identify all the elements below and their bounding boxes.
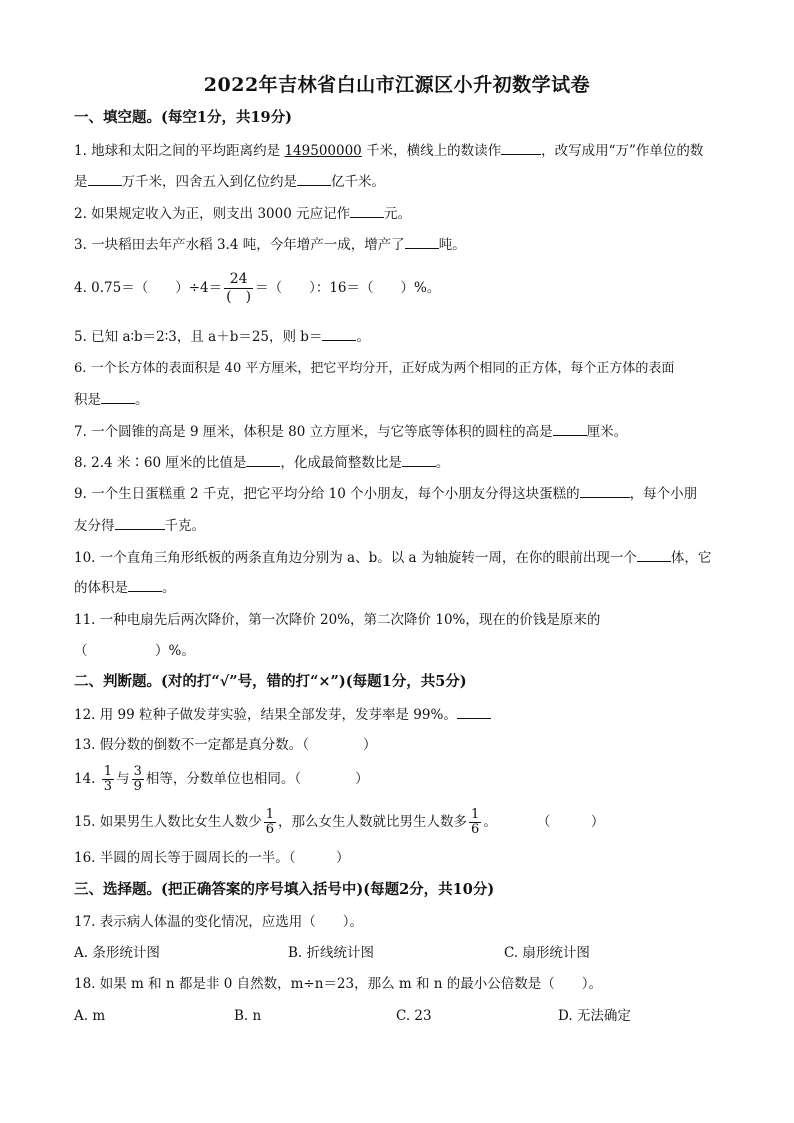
fraction-denominator: 9 — [133, 779, 142, 794]
question-14 — [74, 760, 369, 798]
q15-fraction-2 — [469, 808, 481, 837]
answer-blank[interactable] — [402, 453, 436, 467]
q18-option-d[interactable]: D. 无法确定 — [558, 1008, 631, 1024]
answer-blank[interactable] — [88, 172, 122, 186]
fraction-numerator: 3 — [133, 764, 142, 779]
q4-text-a: 4. 0.75＝（ ）÷4＝ — [74, 280, 223, 296]
question-1-line-1 — [74, 141, 703, 160]
q7-text-b: 厘米。 — [586, 424, 628, 440]
q14-text-a: 14. — [74, 771, 96, 787]
question-1-line-2 — [74, 172, 385, 191]
q1-text-a: 1. 地球和太阳之间的平均距离约是 — [74, 143, 285, 159]
question-16 — [74, 849, 350, 867]
answer-blank[interactable] — [405, 235, 439, 249]
fraction-denominator: 3 — [103, 779, 113, 794]
q1-text-b: 千米，横线上的数读作 — [361, 143, 502, 159]
answer-blank[interactable] — [580, 484, 630, 498]
q1-text-f: 亿千米。 — [331, 174, 385, 190]
q8-text-b: ，化成最简整数比是 — [280, 455, 402, 471]
question-9-line-2 — [74, 516, 205, 535]
question-3 — [74, 235, 466, 254]
q15-answer-paren[interactable]: （ ） — [536, 814, 605, 830]
q1-text-c: ，改写成用“万”作单位的数 — [541, 143, 704, 159]
q8-text-a: 8. 2.4 米∶60 厘米的比值是 — [74, 455, 247, 471]
q17-text: 17. 表示病人体温的变化情况，应选用（ ）。 — [74, 914, 364, 930]
question-17 — [74, 913, 363, 931]
q5-text-b: 。 — [356, 329, 370, 345]
q11-text-a: 11. 一种电扇先后两次降价，第一次降价 20%，第二次降价 10%，现在的价钱是原来的 — [74, 612, 601, 628]
question-18 — [74, 975, 602, 993]
question-10-line-2 — [74, 578, 176, 597]
answer-blank[interactable] — [350, 204, 384, 218]
question-4 — [74, 268, 440, 308]
q18-text: 18. 如果 m 和 n 都是非 0 自然数，m÷n＝23，那么 m 和 n 的最小公倍数是（ ）。 — [74, 976, 602, 992]
answer-blank[interactable] — [322, 327, 356, 341]
question-9-line-1 — [74, 484, 697, 503]
q18-option-b[interactable]: B. n — [234, 1008, 262, 1024]
q10-text-c: 的体积是 — [74, 580, 128, 596]
q12-text-a: 12. 用 99 粒种子做发芽实验，结果全部发芽，发芽率是 99%。 — [74, 707, 457, 723]
q15-text-a: 15. 如果男生人数比女生人数少 — [74, 814, 262, 830]
q1-text-e: 万千米，四舍五入到亿位约是 — [121, 174, 297, 190]
question-8 — [74, 453, 449, 472]
q14-text-c[interactable]: 相等，分数单位也相同。（ ） — [145, 771, 369, 787]
q3-text-a: 3. 一块稻田去年产水稻 3.4 吨，今年增产一成，增产了 — [74, 237, 405, 253]
answer-blank[interactable] — [457, 705, 491, 719]
answer-blank[interactable] — [637, 548, 671, 562]
q5-text-a: 5. 已知 a∶b＝2∶3，且 a＋b＝25，则 b＝ — [74, 329, 323, 345]
question-11-line-2 — [74, 642, 195, 660]
question-13 — [74, 736, 377, 754]
q7-text-a: 7. 一个圆锥的高是 9 厘米，体积是 80 立方厘米，与它等底等体积的圆柱的高是 — [74, 424, 553, 440]
q16-text[interactable]: 16. 半圆的周长等于圆周长的一半。（ ） — [74, 850, 350, 866]
q11-answer-paren[interactable]: （ ）%。 — [74, 643, 195, 659]
page-title: 2022年吉林省白山市江源区小升初数学试卷 — [203, 74, 591, 96]
question-12 — [74, 705, 491, 724]
question-7 — [74, 422, 627, 441]
q14-fraction-2 — [132, 765, 144, 794]
q9-text-d: 千克。 — [164, 518, 205, 534]
q9-text-b: ，每个小朋 — [629, 486, 698, 502]
answer-blank[interactable] — [246, 453, 280, 467]
fraction-denominator: 6 — [265, 822, 275, 837]
q9-text-c: 友分得 — [74, 518, 115, 534]
answer-blank[interactable] — [128, 578, 162, 592]
q3-text-b: 吨。 — [438, 237, 466, 253]
q17-option-b[interactable]: B. 折线统计图 — [288, 945, 375, 961]
q10-text-a: 10. 一个直角三角形纸板的两条直角边分别为 a、b。以 a 为轴旋转一周，在你的眼前出现一个 — [74, 550, 637, 566]
fraction-numerator: 24 — [229, 271, 248, 287]
answer-blank[interactable] — [297, 172, 331, 186]
question-6-line-1 — [74, 360, 674, 378]
question-2 — [74, 204, 411, 223]
fraction-denominator: 6 — [471, 822, 480, 837]
q10-text-d: 。 — [162, 580, 176, 596]
question-5 — [74, 327, 370, 346]
q18-option-c[interactable]: C. 23 — [396, 1008, 432, 1024]
section-heading-fill-in: 一、填空题。(每空1分，共19分) — [74, 109, 292, 126]
q15-text-c: 。 — [483, 814, 497, 830]
q15-text-b: ，那么女生人数就比男生人数多 — [278, 814, 468, 830]
q17-option-c[interactable]: C. 扇形统计图 — [504, 945, 590, 961]
q13-text[interactable]: 13. 假分数的倒数不一定都是真分数。（ ） — [74, 737, 377, 753]
q4-fraction — [224, 271, 253, 306]
q14-fraction-1 — [102, 765, 114, 794]
section-heading-true-false: 二、判断题。(对的打“√”号，错的打“×”)(每题1分，共5分) — [74, 673, 467, 690]
question-6-line-2 — [74, 390, 149, 409]
q2-text-a: 2. 如果规定收入为正，则支出 3000 元应记作 — [74, 206, 351, 222]
question-10-line-1 — [74, 548, 711, 567]
q6-text-a: 6. 一个长方体的表面积是 40 平方厘米，把它平均分开，正好成为两个相同的正方体，每个正方体的表面 — [74, 361, 675, 376]
question-11-line-1 — [74, 611, 600, 629]
q6-text-b: 积是 — [74, 392, 101, 408]
fraction-numerator: 1 — [471, 807, 480, 822]
q9-text-a: 9. 一个生日蛋糕重 2 千克，把它平均分给 10 个小朋友，每个小朋友分得这块蛋糕的 — [74, 486, 580, 502]
q1-text-d: 是 — [74, 174, 88, 190]
q1-underlined-number: 149500000 — [284, 143, 362, 159]
answer-blank[interactable] — [501, 141, 541, 155]
answer-blank[interactable] — [101, 390, 135, 404]
fraction-numerator: 1 — [103, 764, 113, 779]
q8-text-c: 。 — [435, 455, 450, 471]
q6-text-c: 。 — [135, 392, 149, 408]
q15-fraction-1 — [264, 808, 276, 837]
question-15 — [74, 803, 604, 841]
fraction-numerator: 1 — [265, 807, 275, 822]
q18-option-a[interactable]: A. m — [74, 1008, 106, 1024]
q17-option-a[interactable]: A. 条形统计图 — [74, 945, 160, 961]
answer-blank[interactable] — [553, 422, 587, 436]
q10-text-b: 体，它 — [670, 550, 712, 566]
answer-blank[interactable] — [115, 516, 165, 530]
q2-text-b: 元。 — [384, 206, 412, 222]
section-heading-multiple-choice: 三、选择题。(把正确答案的序号填入括号中)(每题2分，共10分) — [74, 881, 495, 898]
q4-text-b: ＝（ ）：16＝（ ）%。 — [255, 280, 441, 296]
q14-text-b: 与 — [116, 771, 130, 787]
fraction-denominator: ( ) — [226, 289, 252, 305]
